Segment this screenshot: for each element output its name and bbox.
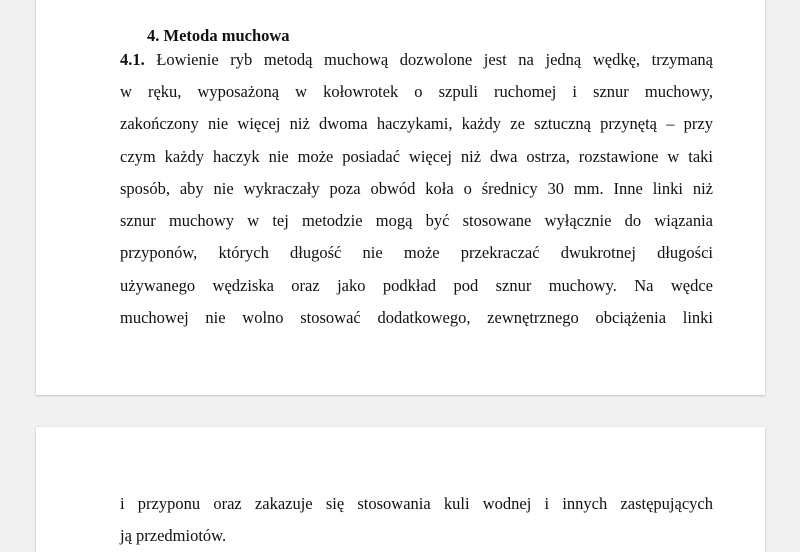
paragraph-line: w ręku, wyposażoną w kołowrotek o szpuli ruchomej i sznur muchowy, bbox=[120, 82, 713, 101]
document-page-1 bbox=[36, 0, 765, 395]
paragraph-line-text: Łowienie ryb metodą muchową dozwolone jest na jedną wędkę, trzymaną bbox=[144, 50, 713, 69]
document-page-2 bbox=[36, 427, 765, 552]
paragraph-line: sznur muchowy w tej metodzie mogą być stosowane wyłącznie do wiązania bbox=[120, 211, 713, 230]
paragraph-line: czym każdy haczyk nie może posiadać więcej niż dwa ostrza, rozstawione w taki bbox=[120, 147, 713, 166]
paragraph-line: muchowej nie wolno stosować dodatkowego, zewnętrznego obciążenia linki bbox=[120, 308, 713, 327]
paragraph-line: zakończony nie więcej niż dwoma haczykami, każdy ze sztuczną przynętą – przy bbox=[120, 114, 713, 133]
paragraph-line: i przyponu oraz zakazuje się stosowania kuli wodnej i innych zastępujących bbox=[120, 494, 713, 513]
paragraph-line: ją przedmiotów. bbox=[120, 526, 227, 545]
paragraph-line: przyponów, których długość nie może przekraczać dwukrotnej długości bbox=[120, 243, 713, 262]
paragraph-line bbox=[120, 50, 713, 70]
section-number: 4.1. bbox=[120, 50, 145, 69]
section-heading: 4. Metoda muchowa bbox=[147, 26, 290, 45]
paragraph-line: sposób, aby nie wykraczały poza obwód koła o średnicy 30 mm. Inne linki niż bbox=[120, 179, 713, 198]
paragraph-line: używanego wędziska oraz jako podkład pod sznur muchowy. Na wędce bbox=[120, 276, 713, 295]
